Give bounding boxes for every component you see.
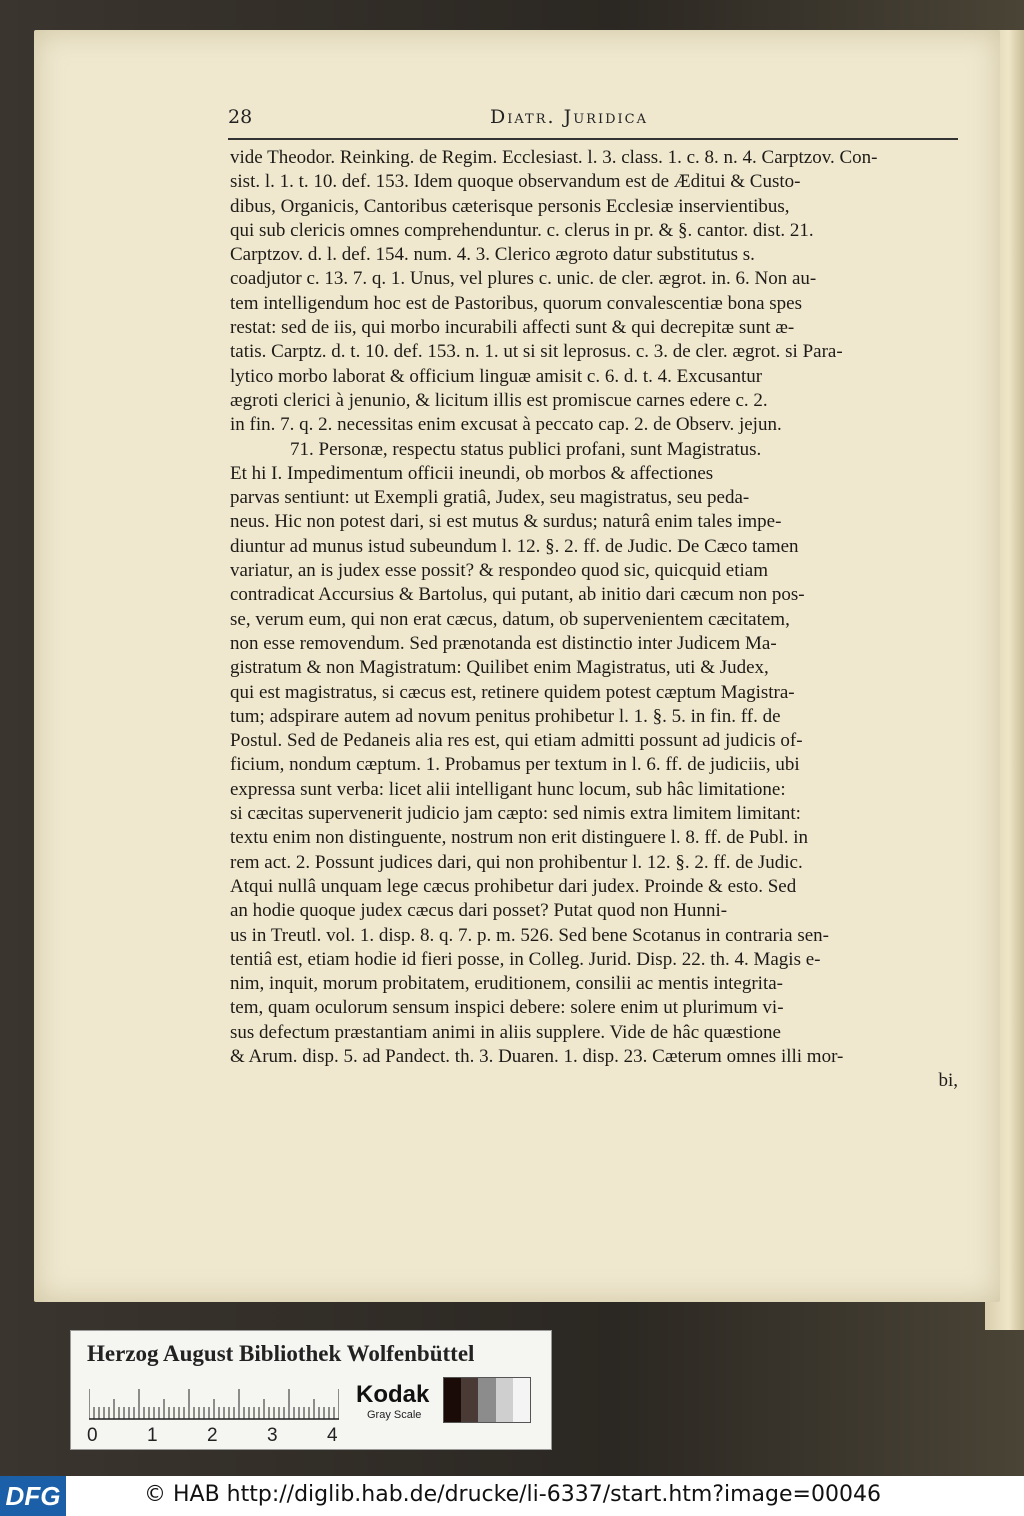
gray-patch xyxy=(513,1378,530,1422)
text-line: contradicat Accursius & Bartolus, qui putant, ab initio dari cæcum non pos- xyxy=(230,584,805,606)
copyright-link[interactable]: © HAB http://diglib.hab.de/drucke/li-6337/start.htm?image=00046 xyxy=(144,1482,881,1507)
catchword: bi, xyxy=(938,1070,958,1092)
text-line: an hodie quoque judex cæcus dari posset? Putat quod non Hunni- xyxy=(230,900,728,922)
kodak-logo: Kodak xyxy=(356,1381,430,1408)
ruler-digits xyxy=(87,1425,347,1447)
gray-patch xyxy=(444,1378,461,1422)
text-line: qui est magistratus, si cæcus est, retinere quidem potest cæptum Magistra- xyxy=(230,681,795,703)
text-line: si cæcitas supervenerit judicio jam cæpto: sed nimis extra limitem limitant: xyxy=(230,803,801,825)
dfg-logo: DFG xyxy=(0,1476,66,1516)
ruler-digit: 1 xyxy=(147,1425,158,1446)
text-line: Carptzov. d. l. def. 154. num. 4. 3. Clerico ægroto datur substitutus s. xyxy=(230,244,755,266)
ruler-digit: 4 xyxy=(327,1425,338,1446)
text-line: textu enim non distinguente, nostrum non erit distinguere l. 8. ff. de Publ. in xyxy=(230,827,809,849)
text-line: non esse removendum. Sed prænotanda est distinctio inter Judicem Ma- xyxy=(230,632,777,654)
text-line: neus. Hic non potest dari, si est mutus & surdus; naturâ enim tales impe- xyxy=(230,511,782,533)
text-line: tentiâ est, etiam hodie id fieri posse, in Colleg. Jurid. Disp. 22. th. 4. Magis e- xyxy=(230,948,821,970)
text-line: nim, inquit, morum probitatem, eruditionem, consilii ac mentis integrita- xyxy=(230,973,784,995)
text-line: & Arum. disp. 5. ad Pandect. th. 3. Duaren. 1. disp. 23. Cæterum omnes illi mor- xyxy=(230,1045,844,1067)
text-line: rem act. 2. Possunt judices dari, qui non prohibentur l. 12. §. 2. ff. de Judic. xyxy=(230,851,803,873)
running-title: Diatr. Juridica xyxy=(490,106,648,128)
page-number: 28 xyxy=(228,106,253,128)
text-line: Et hi I. Impedimentum officii ineundi, ob morbos & affectiones xyxy=(230,462,714,484)
text-line: ficium, nondum cæptum. 1. Probamus per textum in l. 6. ff. de judiciis, ubi xyxy=(230,754,800,776)
text-line: diuntur ad munus istud subeundum l. 12. §. 2. ff. de Judic. De Cæco tamen xyxy=(230,535,799,557)
gray-patch xyxy=(461,1378,478,1422)
text-line: qui sub clericis omnes comprehenduntur. c. clerus in pr. & §. cantor. dist. 21. xyxy=(230,219,814,241)
text-line: tem, quam oculorum sensum inspici debere: solere enim ut plurimum vi- xyxy=(230,997,784,1019)
ruler-scale xyxy=(89,1381,339,1421)
text-line: Atqui nullâ unquam lege cæcus prohibetur dari judex. Proinde & esto. Sed xyxy=(230,875,797,897)
color-target-card xyxy=(70,1330,552,1450)
text-line: sist. l. 1. t. 10. def. 153. Idem quoque observandum est de Æditui & Custo- xyxy=(230,171,801,193)
text-line: vide Theodor. Reinking. de Regim. Ecclesiast. l. 3. class. 1. c. 8. n. 4. Carptzov. Con- xyxy=(230,147,878,168)
text-line: restat: sed de iis, qui morbo incurabili affecti sunt & qui decrepitæ sunt æ- xyxy=(230,317,795,339)
text-line: gistratum & non Magistratum: Quilibet enim Magistratus, uti & Judex, xyxy=(230,657,769,679)
text-line: tum; adspirare autem ad novum penitus prohibetur l. 1. §. 5. in fin. ff. de xyxy=(230,705,781,727)
text-line: in fin. 7. q. 2. necessitas enim excusat à peccato cap. 2. de Observ. jejun. xyxy=(230,414,782,436)
running-head xyxy=(228,106,958,136)
gray-scale-patches xyxy=(443,1377,531,1423)
text-line: tem intelligendum hoc est de Pastoribus, quorum convalescentiæ bona spes xyxy=(230,292,803,314)
text-line: sus defectum præstantiam animi in aliis supplere. Vide de hâc quæstione xyxy=(230,1021,781,1043)
gray-scale-label: Gray Scale xyxy=(367,1409,422,1421)
gray-patch xyxy=(496,1378,513,1422)
text-line: tatis. Carptz. d. t. 10. def. 153. n. 1. ut si sit leprosus. c. 3. de cler. ægrot. si Para- xyxy=(230,341,843,363)
viewer-footer xyxy=(0,1476,1024,1516)
header-rule xyxy=(228,138,958,140)
library-name: Herzog August Bibliothek Wolfenbüttel xyxy=(87,1341,475,1366)
text-line: parvas sentiunt: ut Exempli gratiâ, Judex, seu magistratus, seu peda- xyxy=(230,487,750,509)
ruler-digit: 0 xyxy=(87,1425,98,1446)
gray-patch xyxy=(478,1378,495,1422)
text-line: ægroti clerici à jenunio, & licitum illis est promiscue carnes edere c. 2. xyxy=(230,389,768,411)
paragraph-start-line: 71. Personæ, respectu status publici profani, sunt Magistratus. xyxy=(290,438,762,460)
text-line: dibus, Organicis, Cantoribus cæterisque personis Ecclesiæ inservientibus, xyxy=(230,195,790,217)
text-line: expressa sunt verba: licet alii intelligant hunc locum, sub hâc limitatione: xyxy=(230,778,786,800)
text-line: us in Treutl. vol. 1. disp. 8. q. 7. p. m. 526. Sed bene Scotanus in contraria sen- xyxy=(230,924,829,946)
text-line: coadjutor c. 13. 7. q. 1. Unus, vel plures c. unic. de cler. ægrot. in. 6. Non au- xyxy=(230,268,817,290)
text-line: se, verum eum, qui non erat cæcus, datum, ob supervenientem cæcitatem, xyxy=(230,608,790,630)
ruler-digit: 3 xyxy=(267,1425,278,1446)
text-line: Postul. Sed de Pedaneis alia res est, qui etiam admitti possunt ad judicis of- xyxy=(230,730,803,752)
page-body-text xyxy=(230,146,958,1094)
text-line: variatur, an is judex esse possit? & respondeo quod sic, quicquid etiam xyxy=(230,560,768,582)
text-line: lytico morbo laborat & officium linguæ amisit c. 6. d. t. 4. Excusantur xyxy=(230,365,763,387)
ruler-digit: 2 xyxy=(207,1425,218,1446)
